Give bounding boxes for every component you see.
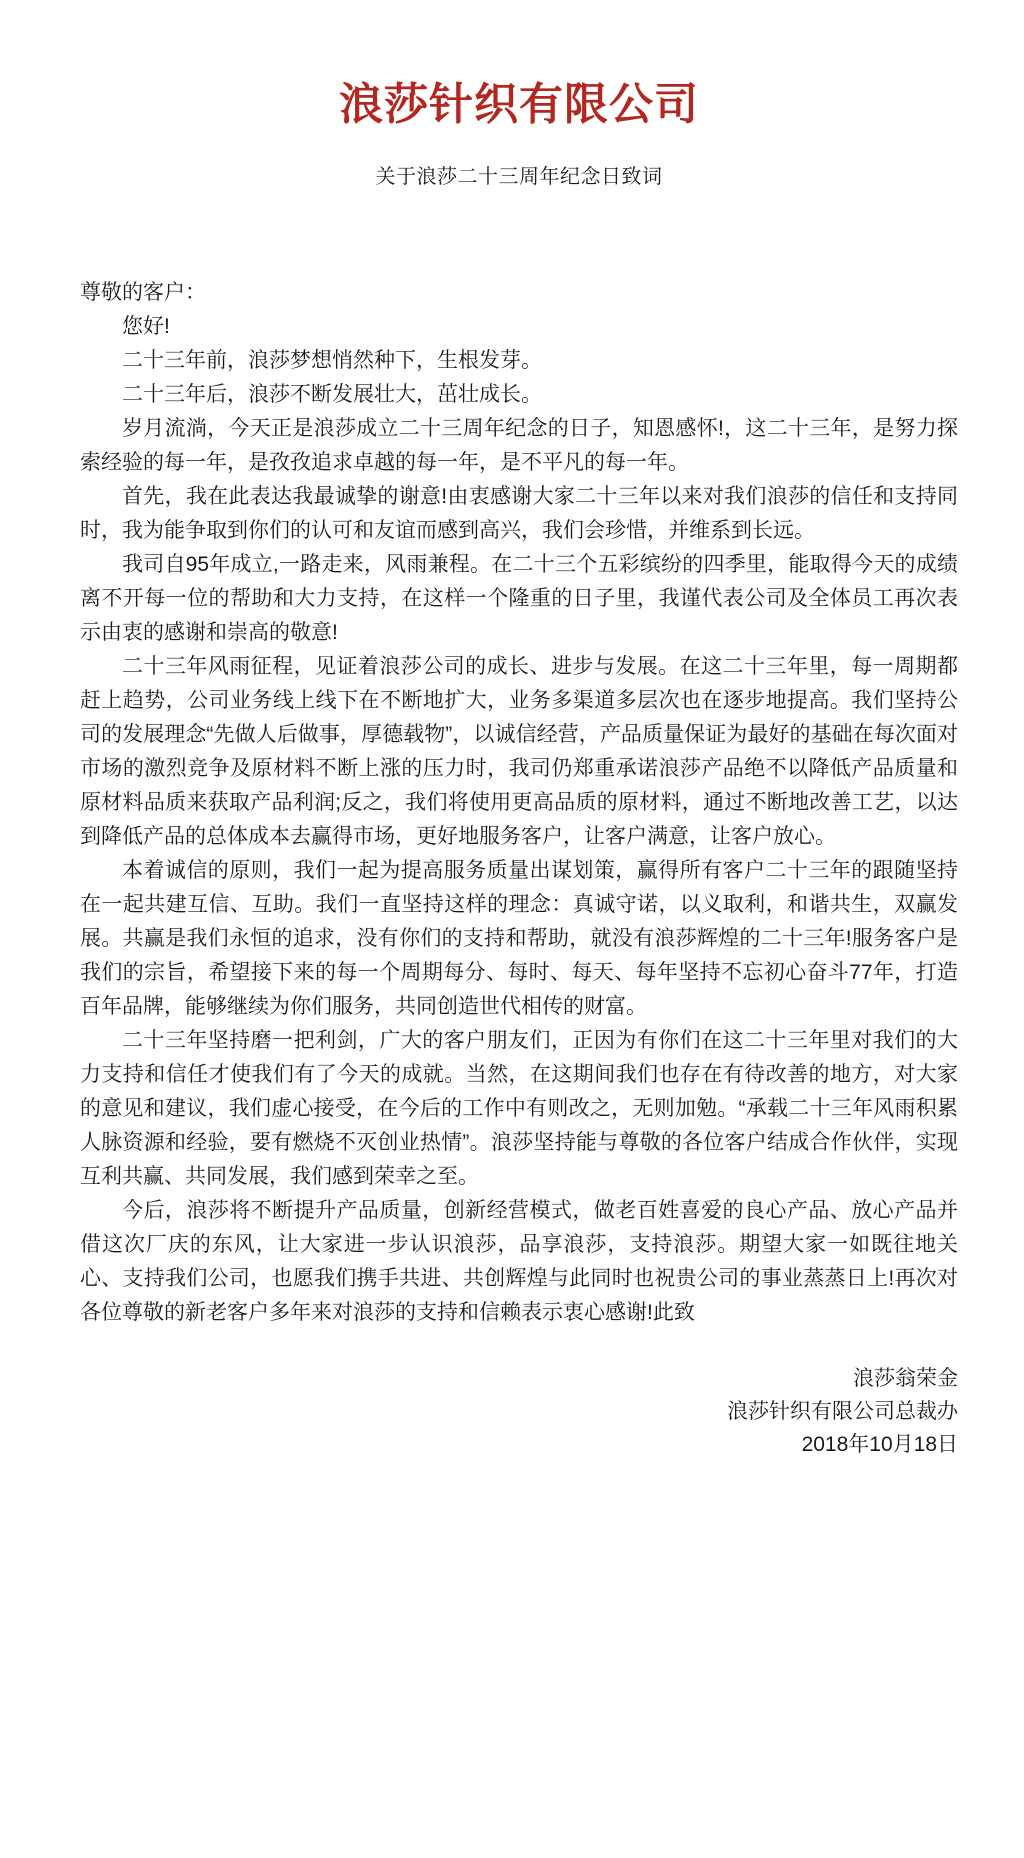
letter-paragraph: 首先，我在此表达我最诚挚的谢意!由衷感谢大家二十三年以来对我们浪莎的信任和支持同时，我为能争取到你们的认可和友谊而感到高兴，我们会珍惜，并维系到长远。 <box>80 485 958 542</box>
letter-body <box>80 276 958 1330</box>
signature-department: 浪莎针织有限公司总裁办 <box>727 1400 958 1423</box>
letter-paragraph: 您好! <box>122 315 170 338</box>
letter-document <box>0 80 1024 1858</box>
letter-paragraph: 二十三年坚持磨一把利剑，广大的客户朋友们，正因为有你们在这二十三年里对我们的大力支持和信任才使我们有了今天的成就。当然，在这期间我们也存在有待改善的地方，对大家的意见和建议，我们虚心接受，在今后的工作中有则改之，无则加勉。“承载二十三年风雨积累人脉资源和经验，要有燃烧不灭创业热情”。浪莎坚持能与尊敬的各位客户结成合作伙伴，实现互利共赢、共同发展，我们感到荣幸之至。 <box>80 1029 958 1188</box>
letter-paragraph: 二十三年风雨征程，见证着浪莎公司的成长、进步与发展。在这二十三年里，每一周期都赶上趋势，公司业务线上线下在不断地扩大，业务多渠道多层次也在逐步地提高。我们坚持公司的发展理念“先做人后做事，厚德载物”，以诚信经营，产品质量保证为最好的基础在每次面对市场的激烈竞争及原材料不断上涨的压力时，我司仍郑重承诺浪莎产品绝不以降低产品质量和原材料品质来获取产品利润;反之，我们将使用更高品质的原材料，通过不断地改善工艺，以达到降低产品的总体成本去赢得市场，更好地服务客户，让客户满意，让客户放心。 <box>80 655 958 848</box>
letter-paragraph: 本着诚信的原则，我们一起为提高服务质量出谋划策，赢得所有客户二十三年的跟随坚持在一起共建互信、互助。我们一直坚持这样的理念：真诚守诺，以义取利，和谐共生，双赢发展。共赢是我们永恒的追求，没有你们的支持和帮助，就没有浪莎辉煌的二十三年!服务客户是我们的宗旨，希望接下来的每一个周期每分、每时、每天、每年坚持不忘初心奋斗77年，打造百年品牌，能够继续为你们服务，共同创造世代相传的财富。 <box>80 859 958 1018</box>
signature-date: 2018年10月18日 <box>801 1433 958 1456</box>
signature-block <box>80 1362 958 1461</box>
company-title: 浪莎针织有限公司 <box>339 80 699 129</box>
letter-paragraph: 今后，浪莎将不断提升产品质量，创新经营模式，做老百姓喜爱的良心产品、放心产品并借这次厂庆的东风，让大家进一步认识浪莎，品享浪莎，支持浪莎。期望大家一如既往地关心、支持我们公司，也愿我们携手共进、共创辉煌与此同时也祝贵公司的事业蒸蒸日上!再次对各位尊敬的新老客户多年来对浪莎的支持和信赖表示衷心感谢!此致 <box>80 1199 958 1324</box>
letter-paragraph: 二十三年前，浪莎梦想悄然种下，生根发芽。 <box>122 349 542 372</box>
letter-subtitle: 关于浪莎二十三周年纪念日致词 <box>375 166 663 188</box>
signature-name: 浪莎翁荣金 <box>853 1367 958 1390</box>
letter-paragraph: 二十三年后，浪莎不断发展壮大，茁壮成长。 <box>122 383 542 406</box>
salutation: 尊敬的客户： <box>80 281 206 304</box>
letter-paragraph: 岁月流淌，今天正是浪莎成立二十三周年纪念的日子，知恩感怀!，这二十三年，是努力探索经验的每一年，是孜孜追求卓越的每一年，是不平凡的每一年。 <box>80 417 958 474</box>
letter-paragraph: 我司自95年成立,一路走来，风雨兼程。在二十三个五彩缤纷的四季里，能取得今天的成绩离不开每一位的帮助和大力支持，在这样一个隆重的日子里，我谨代表公司及全体员工再次表示由衷的感谢和崇高的敬意! <box>80 553 958 644</box>
